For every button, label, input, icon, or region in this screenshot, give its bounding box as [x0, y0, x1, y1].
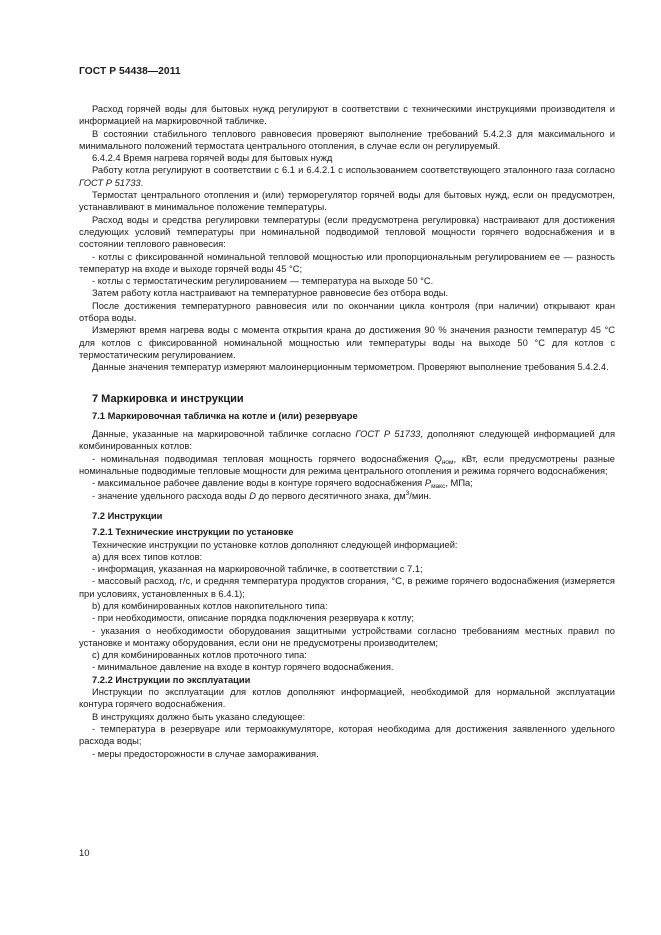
- list-item: - при необходимости, описание порядка подключения резервуара к котлу;: [92, 613, 415, 624]
- paragraph: [79, 428, 615, 453]
- list-item: - минимальное давление на входе в контур горячего водоснабжения.: [92, 662, 394, 673]
- clause-heading: 6.4.2.4 Время нагрева горячей воды для бытовых нужд: [92, 153, 333, 164]
- standard-reference: ГОСТ Р 51733: [79, 177, 141, 188]
- paragraph: Инструкции по эксплуатации для котлов дополняют информацией, необходимой для нормальной эксплуатации контура горячего водоснабжения.: [79, 687, 615, 710]
- text: , кВт, если предусмотрены разные номинальные подводимые тепловые мощности для режима центрального отопления и режима горячего водоснабжения;: [79, 453, 615, 477]
- symbol: Q: [434, 453, 442, 464]
- clause-title: 7.2.2 Инструкции по эксплуатации: [92, 674, 251, 685]
- symbol: D: [249, 490, 256, 501]
- subsection-title: 7.1 Маркировочная табличка на котле и (или) резервуаре: [92, 410, 358, 421]
- section-title: 7 Маркировка и инструкции: [92, 392, 244, 405]
- text: Данные, указанные на маркировочной табличке согласно: [92, 429, 356, 440]
- list-item: а) для всех типов котлов:: [92, 551, 203, 562]
- symbol: P: [424, 478, 432, 489]
- clause-title: 7.2.1 Технические инструкции по установке: [92, 527, 294, 538]
- list-item: - котлы с термостатическим регулированием — температура на выходе 50 °С.: [92, 276, 434, 287]
- list-item: - указания о необходимости оборудования защитными устройствами согласно требованиям местных правил по установке и монтажу оборудования, если они не предусмотрены производителем;: [79, 625, 615, 648]
- list-item: - котлы с фиксированной номинальной тепловой мощностью или пропорциональным регулированием ее — разность температур на входе и выходе горячей воды 45 °С;: [79, 251, 615, 274]
- list-item: [79, 490, 615, 502]
- paragraph: [79, 164, 615, 189]
- paragraph: В инструкциях должно быть указано следующее:: [92, 711, 306, 722]
- standard-reference: ГОСТ Р 51733: [355, 429, 421, 440]
- text: , дополняют следующей информацией для комбинированных котлов:: [79, 429, 616, 452]
- subscript: макс: [431, 483, 446, 491]
- list-item: - информация, указанная на маркировочной табличке, в соответствии с 7.1;: [92, 564, 423, 575]
- paragraph: Измеряют время нагрева воды с момента открытия крана до достижения 90 % значения разности температур 45 °С для котлов с фиксированной номинальной мощностью или температуры воды на выходе 50 °С для котлов с термостатическим регулированием.: [79, 325, 615, 360]
- list-item: b) для комбинированных котлов накопительного типа:: [92, 600, 328, 611]
- superscript: 3: [405, 489, 410, 497]
- text: - максимальное рабочее давление воды в контуре горячего водоснабжения: [92, 478, 425, 489]
- subsection-title: 7.2 Инструкции: [92, 510, 163, 521]
- text: - значение удельного расхода воды: [92, 490, 250, 501]
- text: - номинальная подводимая тепловая мощность горячего водоснабжения: [92, 453, 435, 464]
- paragraph: В состоянии стабильного теплового равновесия проверяют выполнение требований 5.4.2.3 для максимального и минимального положений термостата центрального отопления, в случае если он регулируемый.: [79, 128, 615, 151]
- text: /мин.: [409, 490, 432, 501]
- text: , МПа;: [445, 478, 473, 489]
- subscript: ном: [441, 458, 454, 466]
- paragraph: Технические инструкции по установке котлов дополняют следующей информацией:: [92, 539, 458, 550]
- text: .: [140, 177, 144, 188]
- paragraph: Расход воды и средства регулировки температуры (если предусмотрена регулировка) настраивают для достижения следующих условий температуры при номинальной подводимой тепловой мощности горячего водоснабжения и в состоянии теплового равновесия:: [79, 214, 615, 250]
- list-item: - массовый расход, г/с, и средняя температура продуктов сгорания, °С, в режиме горячего водоснабжения (измеряется при условиях, установленных в 6.4.1);: [79, 576, 615, 599]
- text: до первого десятичного знака, дм: [255, 490, 406, 501]
- standard-header: ГОСТ Р 54438—2011: [79, 66, 181, 77]
- paragraph: После достижения температурного равновесия или по окончании цикла контроля (при наличии) открывают кран отбора воды.: [79, 300, 615, 324]
- list-item: [79, 453, 615, 478]
- text: Работу котла регулируют в соответствии с 6.1 и 6.4.2.1 с использованием соответствующего эталонного газа согласно: [92, 165, 615, 176]
- page-number: 10: [79, 848, 90, 859]
- paragraph: Данные значения температур измеряют малоинерционным термометром. Проверяют выполнение требования 5.4.2.4.: [92, 362, 609, 373]
- page-content: [79, 80, 615, 760]
- list-item: [79, 477, 615, 489]
- list-item: с) для комбинированных котлов проточного типа:: [92, 650, 307, 661]
- paragraph: Расход горячей воды для бытовых нужд регулируют в соответствии с техническими инструкциями производителя и информацией на маркировочной табличке.: [79, 104, 615, 127]
- list-item: - температура в резервуаре или термоаккумуляторе, которая необходима для достижения заявленного удельного расхода воды;: [79, 723, 615, 747]
- list-item: - меры предосторожности в случае замораживания.: [92, 748, 319, 759]
- paragraph: Затем работу котла настраивают на температурное равновесие без отбора воды.: [92, 288, 449, 299]
- paragraph: Термостат центрального отопления и (или) терморегулятор горячей воды для бытовых нужд, если он предусмотрен, устанавливают в минимальное положение температуры.: [79, 190, 615, 213]
